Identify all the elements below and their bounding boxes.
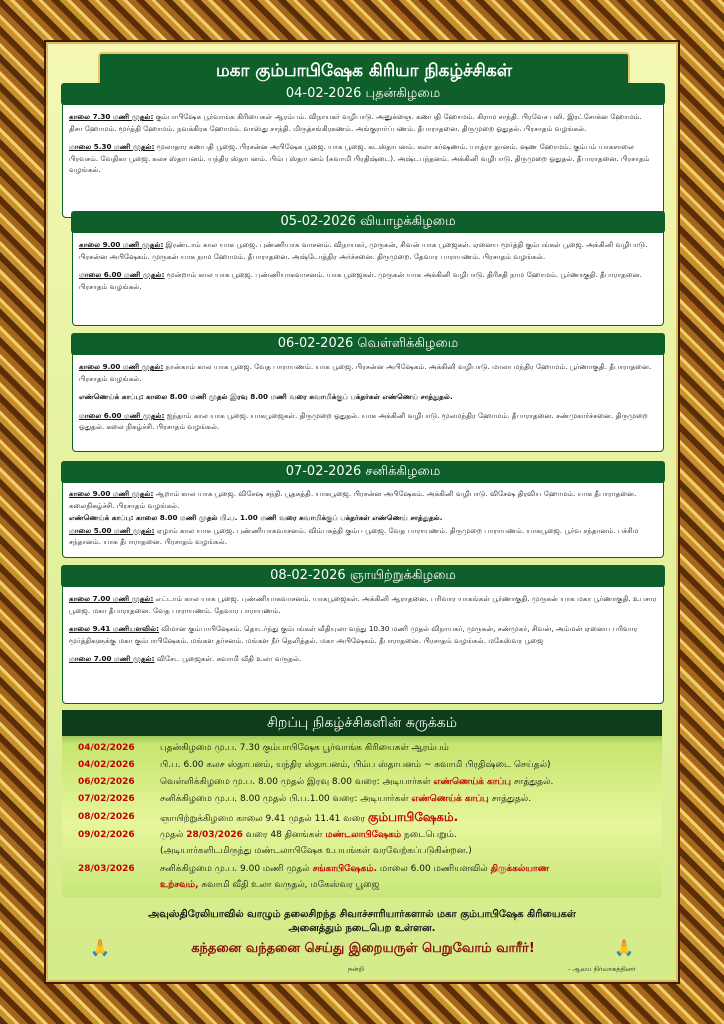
time-label: மாலை 6.00 மணி முதல்: (79, 270, 165, 279)
summary-date: 06/02/2026 (78, 777, 135, 787)
summary-highlight: எண்ணெய்க் காப்பு (433, 777, 511, 787)
day-heading: 08-02-2026 ஞாயிற்றுக்கிழமை (61, 565, 665, 587)
summary-date: 07/02/2026 (78, 794, 135, 804)
day-body (69, 111, 657, 183)
footer-line-1: அவுஸ்திரேலியாவில் வாழும் தலைசிறந்த சிவாச்சாரியார்களால் மகா கும்பாபிஷேக கிரியைகள் (148, 909, 576, 920)
schedule-paragraph (79, 239, 657, 262)
summary-text: (அடியார்களிடமிருந்து மண்டலாபிஷேக உபயங்கள் வரவேற்கப்படுகின்றன.) (160, 846, 472, 856)
day-body (69, 593, 657, 672)
schedule-text: ஏழாம் கால யாக பூஜை. புண்ணியாகவாசனம். விம்பசுத்தி கும்ப பூஜை. வேத பாராயணம். திருமுறை பாராயணம். யாகபூஜை. பூர்வ சந்தானம். பச்சிம சந்தானம். யாக தீபாராதனை. பிரசாதம் வழங்கல். (69, 525, 639, 546)
schedule-text: விசேட பூஜைகள். சுவாமி வீதி உலா வருதல். (154, 654, 302, 663)
time-label: காலை 9.00 மணி முதல்: (69, 489, 154, 498)
schedule-paragraph (69, 488, 657, 511)
schedule-text: மூலாதார கணபதி பூஜை. பிரசன்ன அபிஷேக பூஜை. யாக பூஜை. கடஸ்தாபனம். கலா கர்ஷணம். யாத்ரா தானம். ஷண ஹோமம். கும்பம் யாகசாலை பிரவசம். வேதிகா பூஜை. கலச ஸ்தாபனம். யந்திர ஸ்தாபனம். பிம்ப ஸ்தாபனம் (சுவாமி பிரதிஷ்டை). அஷ்டபந்தனம். அக்கினி வழிபாடு. திருமுறை ஓதுதல். தீபாராதனை. பிரசாதம் வழங்கல். (69, 142, 650, 174)
summary-text-part: சனிக்கிழமை மு.ப. 9.00 மணி முதல் (160, 864, 313, 874)
oil-offering-note (69, 512, 657, 524)
day-card-3 (72, 334, 664, 452)
day-body (79, 239, 657, 299)
time-label: காலை 7.00 மணி முதல்: (69, 594, 154, 603)
page-title: மகா கும்பாபிஷேக கிரியா நிகழ்ச்சிகள் (98, 52, 630, 90)
oil-offering-note (79, 391, 657, 403)
summary-text-part: ஞாயிற்றுக்கிழமை காலை 9.41 முதல் 11.41 வரை (160, 814, 368, 824)
summary-highlight: கும்பாபிஷேகம். (367, 810, 459, 824)
schedule-text: மூன்றாம் கால யாக பூஜை. புண்ணியாகவாசனம். யாக பூஜைகள். முருகன் யாக அக்கினி வழிபாடு. திரிசதி நாம ஹோமம். பூர்ணாகுதி. தீபாராதனை. பிரசாதம் வழங்கல். (79, 270, 642, 291)
time-label: காலை 9.41 மணியளவில்: (69, 624, 159, 633)
summary-highlight: திருக்கல்யாண (490, 864, 550, 874)
time-label: மாலை 5.30 மணி முதல்: (69, 142, 155, 151)
summary-text-part: மாலை 6.00 மணியளவில் (377, 864, 491, 874)
day-card-1 (62, 84, 664, 218)
day-body (69, 488, 657, 555)
day-body (79, 361, 657, 440)
schedule-text: ஐந்தாம் கால யாக பூஜை. யாகபூஜைகள். திருமுறை ஓதுதல். யாக அக்கினி வழிபாடு. மூலமந்திர ஹோமம். தீபாராதனை. சண்முகார்ச்சனை. திருமுறை ஓதுதல். கலை நிகழ்ச்சி. பிரசாதம் வழங்கல். (79, 410, 648, 431)
praying-hands-icon: 🙏 (90, 938, 110, 957)
schedule-text: கும்பாபிஷேக பூர்வாங்க கிரியைகள் ஆரம்பம். விநாயகர் வழிபாடு. அனுக்ஞை. கணபதி ஹோமம். கிராம சாந்தி. பிரவேச பலி. இரட்சோக்ன ஹோமம். திசா ஹோமம். மூர்த்தி ஹோமம். நவக்கிரக ஹோமம். வாஸ்து சாந்தி. மிருத்சங்கிரகணம். அங்குரார்ப்பணம். தீபாராதனை. திருமுறை ஓதுதல். பிரசாதம் வழங்கல். (69, 112, 642, 133)
schedule-text: இரண்டாம் கால யாக பூஜை. புண்ணியாக வாசனம். விநாயகர், முருகன், சிவன் யாக பூஜைகள். ஏனைய மூர்த்தி கும்பங்கள் பூஜை. அக்கினி வழிபாடு. பிரசன்ன அபிஷேகம். முருகன் யாக நாம ஹோமம். தீபாராதனை. அஷ்டோத்திர அர்ச்சனை. திருமுறை. தேவார பாராயணம். பிரசாதம் வழங்கல். (79, 240, 648, 261)
day-card-4 (62, 462, 664, 558)
summary-text (160, 863, 660, 876)
oil-offering-text: எண்ணெய்க் காப்பு: காலை 8.00 மணி முதல் இரவு 8.00 மணி வரை சுவாமிக்குப் பக்தர்கள் எண்ணெய் சாத்துதல். (79, 392, 453, 401)
day-heading: 07-02-2026 சனிக்கிழமை (61, 461, 665, 483)
schedule-paragraph (69, 623, 657, 646)
summary-text (160, 879, 660, 892)
schedule-paragraph (79, 361, 657, 384)
poster-canvas (48, 44, 676, 980)
summary-highlight: சங்காபிஷேகம். (312, 864, 378, 874)
praying-hands-icon: 🙏 (614, 938, 634, 957)
summary-text-part: முதல் (160, 830, 187, 840)
summary-highlight: உற்சவம், (160, 880, 199, 890)
summary-text-part: சாத்துதல். (488, 794, 532, 804)
schedule-paragraph (69, 111, 657, 134)
summary-text: பி.ப. 6.00 கலச ஸ்தாபனம், யந்திர ஸ்தாபனம், பிம்ப ஸ்தாபனம் ~ சுவாமி பிரதிஷ்டை செய்தல்) (160, 760, 551, 770)
thanks-text: நன்றி (348, 965, 365, 973)
summary-text (160, 811, 660, 826)
summary-text (160, 793, 660, 806)
schedule-paragraph (79, 410, 657, 433)
signature-text: - ஆலய நிர்வாகத்தினர் (568, 965, 636, 973)
schedule-text: நான்காம் கால யாக பூஜை. வேத பாராயணம். யாக பூஜை. பிரசன்ன அபிஷேகம். அக்கினி வழிபாடு. மாலா மந்திர ஹோமம். பூர்ணாகுதி. தீபாராதனை. பிரசாதம் வழங்கல். (79, 362, 652, 383)
day-heading: 05-02-2026 வியாழக்கிழமை (71, 211, 665, 233)
summary-date: 04/02/2026 (78, 743, 135, 753)
schedule-paragraph (69, 593, 657, 616)
summary-highlight: மண்டலாபிஷேகம் (325, 830, 402, 840)
schedule-text: எட்டாம் கால யாக பூஜை. புண்ணியாகவாசனம். யாகபூஜைகள். அக்கினி ஆராதனை. பரிவார யாகங்கள் பூர்ணாகுதி. முருகன் யாக மகா பூர்ணாகுதி. உபசார பூஜை. மகா தீபாராதனை. வேத பாராயணம். தேவார பாராயணம். (69, 594, 657, 615)
day-card-2 (72, 212, 664, 326)
summary-text-part: சாத்துதல். (510, 777, 554, 787)
summary-date: 08/02/2026 (78, 812, 135, 822)
time-label: காலை 9.00 மணி முதல்: (79, 240, 164, 249)
summary-heading: சிறப்பு நிகழ்ச்சிகளின் சுருக்கம் (62, 710, 662, 736)
schedule-text: விமான கும்பாபிஷேகம். தொடர்ந்து கும்பங்கள் வீதியுலா வந்து 10.30 மணி முதல் விநாயகர், முருகன், சண்முகர், சிவன், அம்மன் ஏனைய பரிவார மூர்த்திகளுக்கு மகா கும்பாபிஷேகம். மங்கள தர்சனம். மங்கள நீர் தெளித்தல். மகா அபிஷேகம். தீபாராதனை. பிரசாதம் வழங்கல். மகேஸ்வர பூஜை (69, 624, 638, 645)
summary-text-part: சுவாமி வீதி உலா வருதல், மகேஸ்வர பூஜை (198, 880, 380, 890)
summary-date: 09/02/2026 (78, 830, 135, 840)
summary-highlight: 28/03/2026 (186, 830, 243, 840)
summary-text: புதன்கிழமை மு.ப. 7.30 கும்பாபிஷேக பூர்வாங்க கிரியைகள் ஆரம்பம் (160, 743, 449, 753)
summary-text-part: சனிக்கிழமை மு.ப. 8.00 முதல் பி.ப.1.00 வரை: அடியார்கள் (160, 794, 412, 804)
day-heading: 04-02-2026 புதன்கிழமை (61, 83, 665, 105)
summary-text (160, 776, 660, 789)
time-label: காலை 9.00 மணி முதல்: (79, 362, 164, 371)
summary-date: 28/03/2026 (78, 864, 135, 874)
day-heading: 06-02-2026 வெள்ளிக்கிழமை (71, 333, 665, 355)
summary-date: 04/02/2026 (78, 760, 135, 770)
summary-text (160, 829, 660, 842)
summary-highlight: எண்ணெய்க் காப்பு (411, 794, 489, 804)
oil-offering-text: எண்ணெய்க் காப்பு: காலை 8.00 மணி முதல் பி.ப. 1.00 மணி வரை சுவாமிக்குப் பக்தர்கள் எண்ணெய் சாத்துதல். (69, 513, 443, 522)
time-label: மாலை 5.00 மணி முதல்: (69, 525, 155, 535)
footer-line-2: அனைத்தும் நடைபெற உள்ளன. (288, 923, 436, 934)
time-label: காலை 7.30 மணி முதல்: (69, 112, 154, 121)
schedule-text: ஆறாம் கால யாக பூஜை. விசேஷ சந்தி. பூதசுத்தி. யாகபூஜை. பிரசன்ன அபிஷேகம். அக்கினி வழிபாடு. விசேஷ திரவிய ஹோமம். யாக தீபாராதனை. கலைநிகழ்ச்சி. பிரசாதம் வழங்கல். (69, 489, 637, 510)
schedule-paragraph (69, 141, 657, 176)
summary-text-part: வெள்ளிக்கிழமை மு.ப. 8.00 முதல் இரவு 8.00 வரை: அடியார்கள் (160, 777, 434, 787)
time-label: மாலை 6.00 மணி முதல்: (79, 410, 165, 420)
schedule-paragraph (69, 653, 657, 665)
schedule-paragraph (69, 525, 657, 548)
day-card-5 (62, 566, 664, 704)
summary-box (62, 710, 662, 898)
schedule-paragraph (79, 269, 657, 292)
summary-text-part: வரை 48 தினங்கள் (242, 830, 326, 840)
time-label: மாலை 7.00 மணி முதல்: (69, 654, 155, 663)
footer-slogan: கந்தனை வந்தனை செய்து இறையருள் பெறுவோம் வாரீர்! (191, 941, 535, 956)
summary-text-part: நடைபெறும். (401, 830, 457, 840)
